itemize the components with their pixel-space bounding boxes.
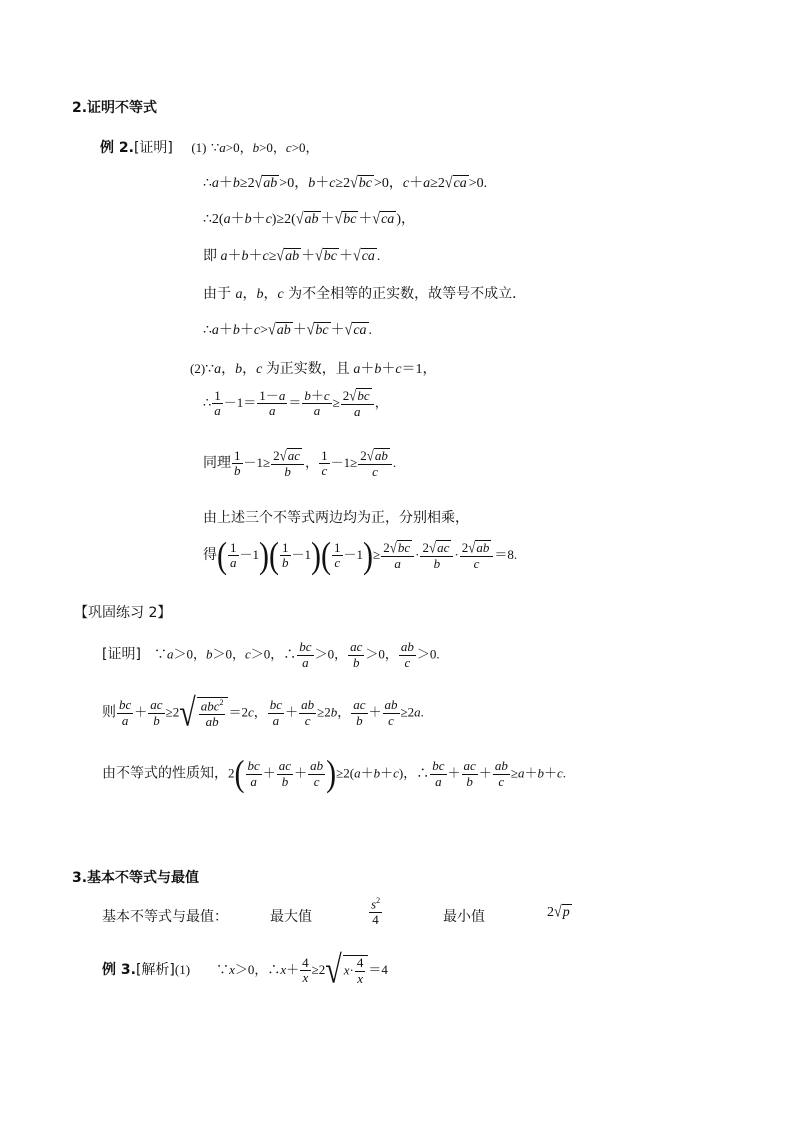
practice-heading: 【巩固练习 2】 (74, 605, 172, 621)
proof-line: ∵a>0，b>0，c>0， (210, 140, 319, 155)
part-marker: (2) (190, 361, 206, 376)
max-label: 最大值 (270, 909, 312, 925)
part-marker: (1) (174, 961, 191, 977)
example-tag: [证明] (133, 140, 173, 156)
example-2-header (100, 137, 319, 157)
example-tag: [解析] (135, 961, 175, 978)
proof-line: 由于 a，b，c 为不全相等的正实数，故等号不成立． (203, 286, 527, 302)
min-value: 2√p (547, 903, 570, 922)
proof-line: (2)∵a，b，c 为正实数，且 a＋b＋c＝1， (190, 361, 437, 377)
proof-line: 由不等式的性质知，2( $\frac{bc}{a}$ ＋ $\frac{ac}{b}$ ＋ $\frac{ab}{c}$ )≥2(a＋b＋c)，∴ $\frac{bc}{a}$ ＋ $\frac{ac}{b}$ ＋ $\frac{ab}{c}$ ≥a＋b＋c. (102, 753, 567, 795)
max-value: $\frac{s^2}{4}$ (371, 896, 381, 928)
proof-line: 得( $\frac{1}{a}$ －1)( $\frac{1}{b}$ －1)( $\frac{1}{c}$ －1)≥ $\frac{2√bc}{a}$ · $\frac{2√ac}{b}$ · $\frac{2√ab}{c}$ ＝8. (203, 534, 518, 576)
proof-line: ∴a＋b＋c>√ab ＋√bc ＋√ca . (203, 321, 373, 340)
proof-line: 则 $\frac{bc}{a}$ ＋ $\frac{ac}{b}$ ≥2√ $\frac{abc^2}{ab}$ ＝2c， $\frac{bc}{a}$ ＋ $\frac{ab}{c}$ ≥2b， $\frac{ac}{b}$ ＋ $\frac{ab}{c}$ ≥2a. (102, 691, 424, 735)
summary-label: 基本不等式与最值： (102, 909, 228, 925)
proof-line: [证明] ∵a＞0，b＞0，c＞0，∴ $\frac{bc}{a}$ ＞0， $\frac{ac}{b}$ ＞0， $\frac{ab}{c}$ ＞0. (102, 639, 440, 670)
proof-line: 同理 $\frac{1}{b}$ －1≥ $\frac{2√ac}{b}$ ， $\frac{1}{c}$ －1≥ $\frac{2√ab}{c}$ . (203, 446, 397, 479)
proof-line: ∴ $\frac{1}{a}$ －1＝ $\frac{1-a}{a}$ ＝ $\frac{b+c}{a}$ ≥ $\frac{2√bc}{a}$ ， (203, 386, 388, 419)
section-heading: 3.基本不等式与最值 (72, 870, 200, 886)
proof-line: 即 a＋b＋c≥√ab ＋√bc ＋√ca . (203, 247, 381, 266)
example-label: 例 3. (102, 961, 136, 978)
proof-line: ∴2(a＋b＋c)≥2(√ab ＋√bc ＋√ca )， (203, 210, 415, 229)
proof-line: 由上述三个不等式两边均为正，分别相乘， (203, 510, 469, 526)
proof-line: ∴a＋b≥2√ab >0，b＋c≥2√bc >0，c＋a≥2√ca >0. (203, 174, 488, 193)
min-label: 最小值 (443, 909, 485, 925)
section-heading: 2.证明不等式 (72, 100, 158, 116)
example-label: 例 2. (100, 140, 134, 156)
part-marker: (1) (191, 140, 207, 155)
example-3-line: 例 3.[解析](1) ∵x＞0，∴x＋ $\frac{4}{x}$ ≥2√ x· $\frac{4}{x}$ ＝4 (102, 948, 388, 992)
